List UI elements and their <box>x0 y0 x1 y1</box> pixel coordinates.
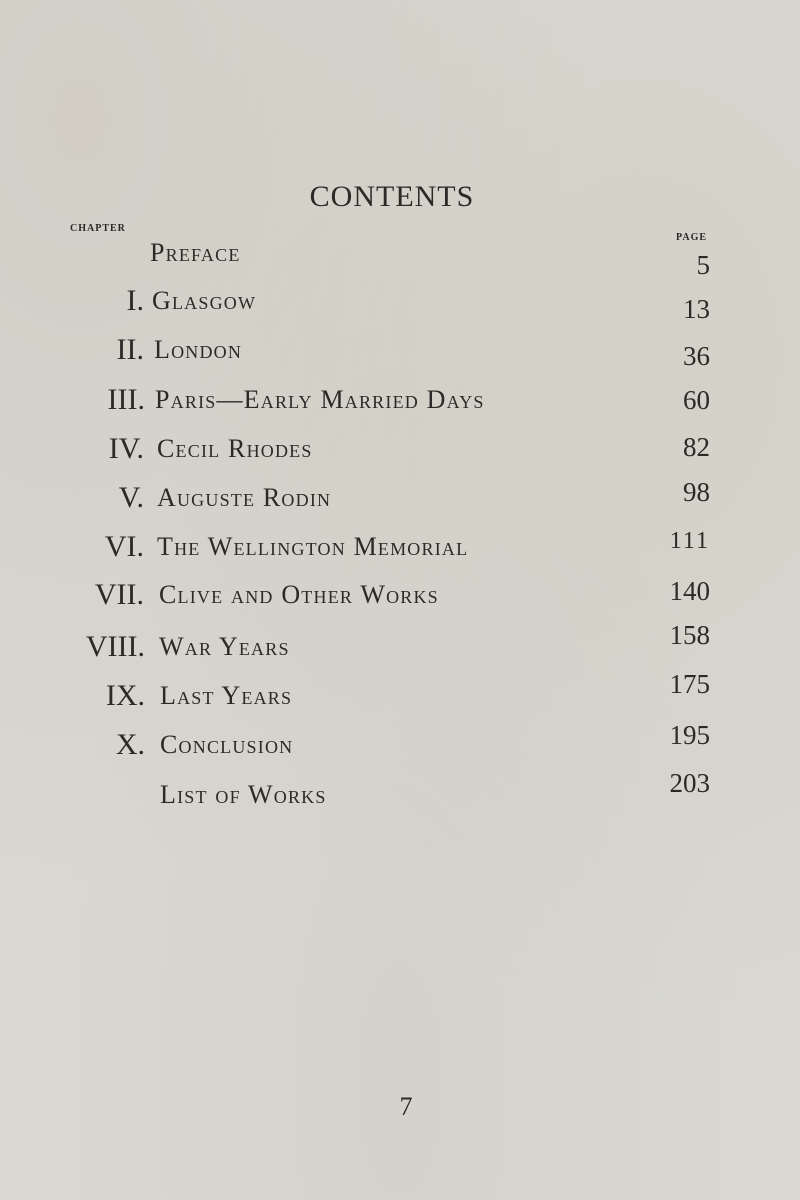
chapter-title: Clive and Other Works <box>159 580 439 609</box>
chapter-number: V. <box>118 481 144 514</box>
toc-entry-chapter-10 <box>0 720 800 768</box>
chapter-number: I. <box>126 284 144 317</box>
toc-entry-preface <box>0 236 800 280</box>
chapter-number: VI. <box>104 530 144 563</box>
chapter-title: Cecil Rhodes <box>157 434 313 463</box>
chapter-number: IX. <box>105 679 145 712</box>
chapter-title: Auguste Rodin <box>157 483 332 512</box>
page-number: 82 <box>683 432 710 462</box>
chapter-title: Last Years <box>160 681 293 710</box>
page-folio-number: 7 <box>399 1092 413 1121</box>
chapter-title: London <box>154 335 243 364</box>
chapter-title: The Wellington Memorial <box>157 532 469 561</box>
chapter-number: III. <box>107 383 145 416</box>
page-number: 36 <box>683 341 710 371</box>
toc-entry-chapter-9 <box>0 669 800 719</box>
page-number: 175 <box>669 669 710 699</box>
toc-entry-chapter-1 <box>0 284 800 324</box>
chapter-title: Preface <box>150 238 241 267</box>
page-number: 5 <box>696 250 710 280</box>
toc-entry-chapter-8 <box>0 620 800 670</box>
toc-entry-list-of-works <box>0 768 800 818</box>
page-number: 60 <box>683 385 710 415</box>
toc-entry-chapter-7 <box>0 578 800 618</box>
chapter-number: VIII. <box>85 630 145 663</box>
toc-entry-chapter-5 <box>0 477 800 521</box>
page-number: 98 <box>683 477 710 507</box>
page-column-header: PAGE <box>676 232 708 243</box>
chapter-title: Glasgow <box>152 286 257 315</box>
chapter-title: War Years <box>159 632 290 661</box>
chapter-number: IV. <box>108 432 144 465</box>
chapter-number: VII. <box>94 578 144 611</box>
chapter-column-header: CHAPTER <box>70 223 126 234</box>
toc-entry-chapter-6 <box>0 530 800 570</box>
toc-entry-chapter-4 <box>0 432 800 472</box>
chapter-title: Conclusion <box>160 730 294 759</box>
page-number: 13 <box>683 294 710 324</box>
page-number: 203 <box>669 768 710 798</box>
page-number: 140 <box>669 576 710 606</box>
chapter-number: II. <box>116 333 144 366</box>
toc-entry-chapter-2 <box>0 333 800 373</box>
chapter-title: Paris—Early Married Days <box>155 385 485 414</box>
chapter-number: X. <box>115 728 145 761</box>
page-number: 195 <box>669 720 710 750</box>
toc-entry-chapter-3 <box>0 383 800 423</box>
page-number: 158 <box>669 620 710 650</box>
page-number: 111 <box>669 528 710 554</box>
contents-heading: CONTENTS <box>309 180 475 213</box>
chapter-title: List of Works <box>160 780 327 809</box>
